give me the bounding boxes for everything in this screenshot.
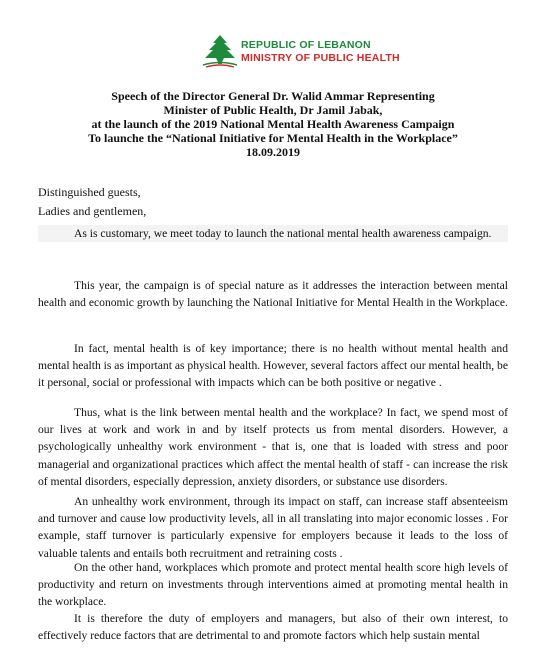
logo-ministry-text: MINISTRY OF PUBLIC HEALTH bbox=[241, 52, 400, 64]
paragraph-1: As is customary, we meet today to launch the national mental health awareness campaign. bbox=[38, 225, 508, 242]
heading-line-4: To launche the “National Initiative for Mental Health in the Workplace” bbox=[88, 131, 458, 145]
heading-date: 18.09.2019 bbox=[246, 145, 300, 159]
salutation-line-2: Ladies and gentlemen, bbox=[38, 204, 147, 218]
paragraph-5: An unhealthy work environment, through its impact on staff, can increase staff absenteeism and turnover and cause low productivity levels, all in all translating into major economic losses . For example, staff turnover is particularly expensive for employers because it leads to the loss of valuable talents and entails both recruitment and retraining costs . bbox=[38, 495, 508, 560]
cedar-tree-icon bbox=[200, 34, 240, 68]
paragraph-6: On the other hand, workplaces which promote and protect mental health score high levels of productivity and return on investments through interventions aimed at promoting mental health in the workplace. bbox=[38, 561, 508, 609]
paragraph-2: This year, the campaign is of special nature as it addresses the interaction between mental health and economic growth by launching the National Initiative for Mental Health in the Workplace. bbox=[38, 279, 508, 310]
paragraph-3: In fact, mental health is of key importance; there is no health without mental health and mental health is as important as physical health. However, several factors affect our mental health, be it personal, social or professional with impacts which can be both positive or negative . bbox=[38, 342, 508, 390]
heading-line-2: Minister of Public Health, Dr Jamil Jabak, bbox=[163, 103, 383, 117]
heading-line-1: Speech of the Director General Dr. Walid Ammar Representing bbox=[111, 89, 435, 103]
salutation-line-1: Distinguished guests, bbox=[38, 185, 141, 199]
paragraph-7: It is therefore the duty of employers and managers, but also of their own interest, to effectively reduce factors that are detrimental to and promote factors which help sustain mental bbox=[38, 612, 508, 643]
salutation bbox=[38, 183, 146, 221]
ministry-logo bbox=[200, 34, 400, 74]
paragraph-4: Thus, what is the link between mental health and the workplace? In fact, we spend most of our lives at work and work in and by itself protects us from mental disorders. However, a psychologically unhealthy work environment - that is, one that is loaded with stress and poor managerial and organizational practices which affect the mental health of staff - can increase the risk of mental disorders, especially depression, anxiety disorders, or substance use disorders. bbox=[38, 406, 508, 488]
heading-line-3: at the launch of the 2019 National Mental Health Awareness Campaign bbox=[91, 117, 455, 131]
speech-heading bbox=[40, 89, 506, 159]
logo-republic-text: REPUBLIC OF LEBANON bbox=[241, 39, 371, 51]
